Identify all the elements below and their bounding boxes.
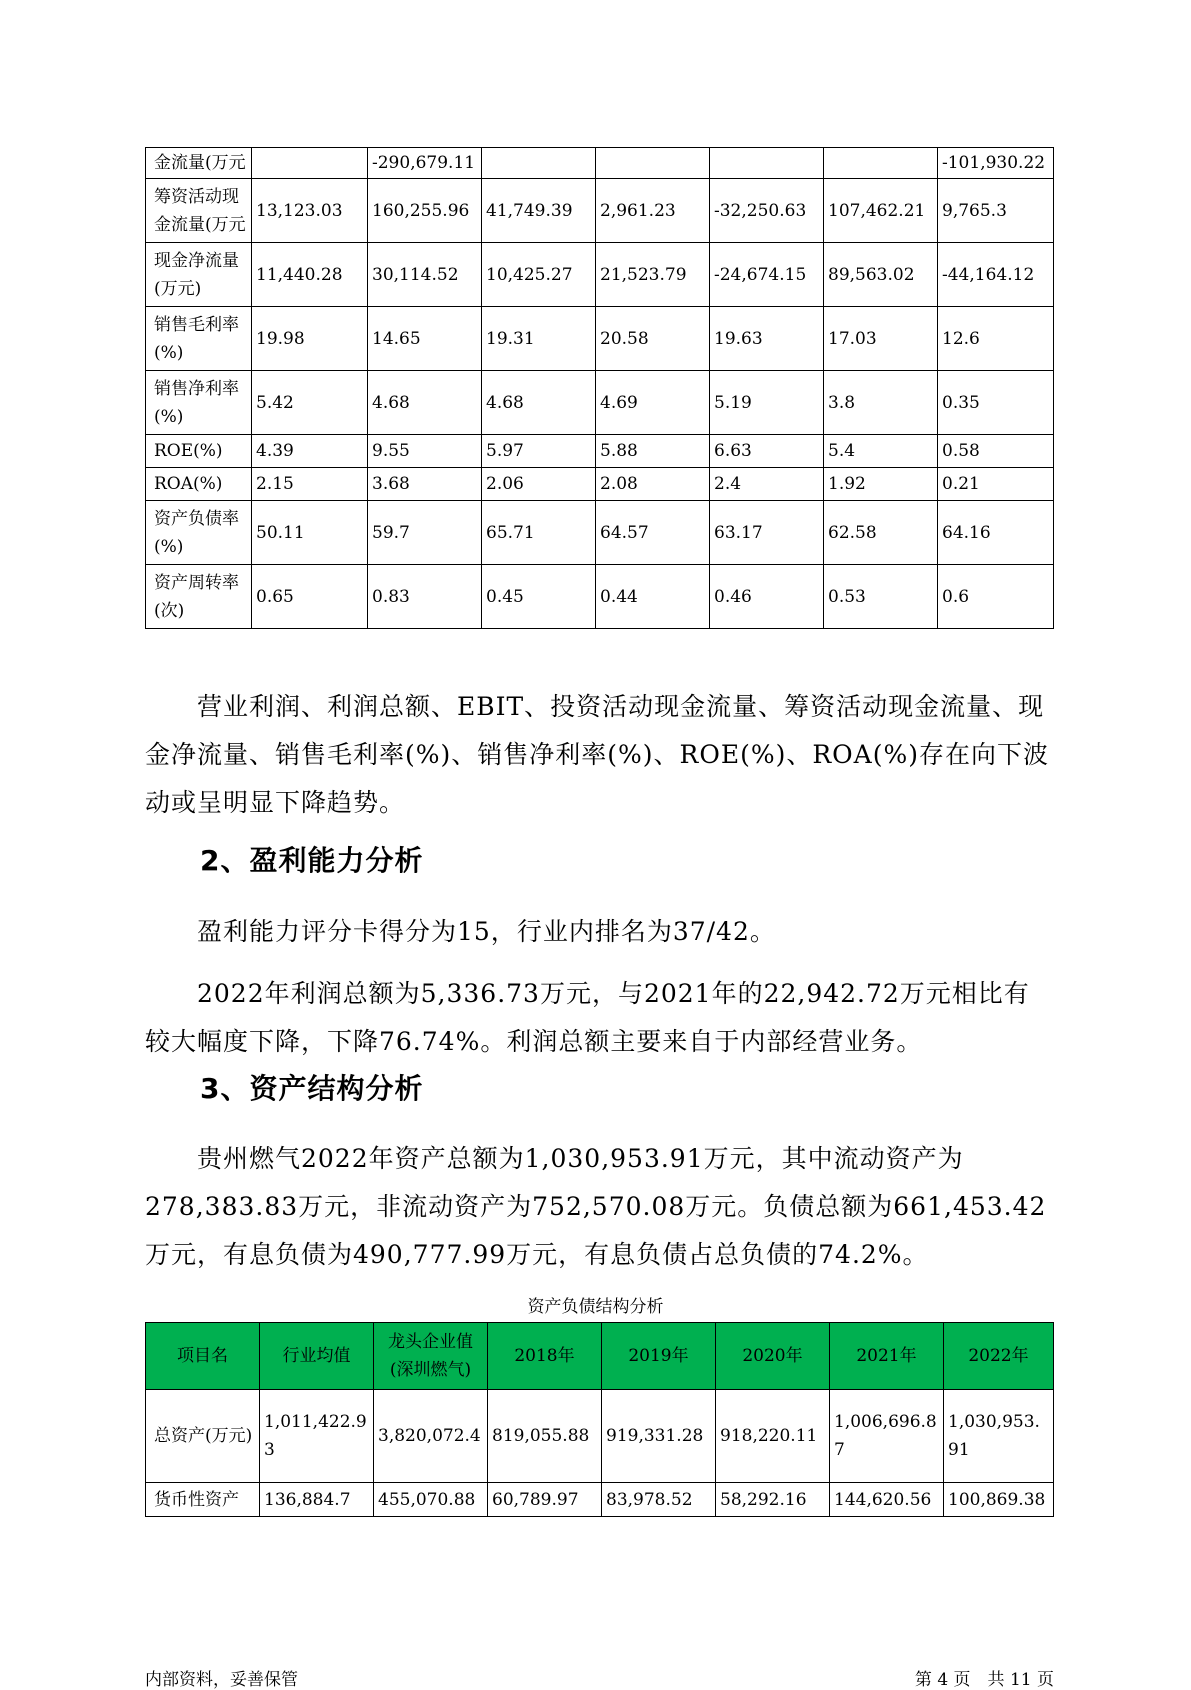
value-cell: 136,884.7: [260, 1483, 374, 1517]
table-row: [146, 148, 1054, 179]
value-cell: 62.58: [824, 501, 938, 565]
value-cell: 1.92: [824, 468, 938, 501]
table-row: [146, 1483, 1054, 1517]
value-cell: 19.98: [252, 307, 368, 371]
value-cell: 1,011,422.93: [260, 1390, 374, 1483]
profit-total-paragraph: 2022年利润总额为5,336.73万元，与2021年的22,942.72万元相比有较大幅度下降，下降76.74%。利润总额主要来自于内部经营业务。: [145, 979, 1030, 1056]
row-label-cell: 销售净利率(%): [146, 371, 252, 435]
row-label-cell: 货币性资产: [146, 1483, 260, 1517]
value-cell: 144,620.56: [830, 1483, 944, 1517]
value-cell: 918,220.11: [716, 1390, 830, 1483]
value-cell: 1,030,953.91: [944, 1390, 1054, 1483]
value-cell: 2.08: [596, 468, 710, 501]
value-cell: 10,425.27: [482, 243, 596, 307]
row-label-cell: 销售毛利率(%): [146, 307, 252, 371]
column-header: 2022年: [944, 1323, 1054, 1390]
value-cell: 919,331.28: [602, 1390, 716, 1483]
table-row: [146, 468, 1054, 501]
value-cell: [824, 148, 938, 179]
value-cell: 11,440.28: [252, 243, 368, 307]
value-cell: 30,114.52: [368, 243, 482, 307]
row-label-cell: ROE(%): [146, 435, 252, 468]
column-header: 2019年: [602, 1323, 716, 1390]
value-cell: [596, 148, 710, 179]
profitability-score-paragraph: 盈利能力评分卡得分为15，行业内排名为37/42。: [197, 917, 776, 946]
value-cell: 0.6: [938, 565, 1054, 629]
asset-structure-paragraph: 贵州燃气2022年资产总额为1,030,953.91万元，其中流动资产为278,383.83万元，非流动资产为752,570.08万元。负债总额为661,453.42万元，有息负债为490,777.99万元，有息负债占总负债的74.2%。: [145, 1144, 1047, 1269]
column-header: 项目名: [146, 1323, 260, 1390]
value-cell: [482, 148, 596, 179]
value-cell: 1,006,696.87: [830, 1390, 944, 1483]
value-cell: 58,292.16: [716, 1483, 830, 1517]
value-cell: 0.83: [368, 565, 482, 629]
row-label-cell: ROA(%): [146, 468, 252, 501]
value-cell: 60,789.97: [488, 1483, 602, 1517]
column-header: 行业均值: [260, 1323, 374, 1390]
asset-liability-structure-table: [145, 1322, 1054, 1517]
value-cell: 0.21: [938, 468, 1054, 501]
footer-confidential-note: 内部资料，妥善保管: [145, 1670, 298, 1690]
table-row: [146, 179, 1054, 243]
value-cell: 0.58: [938, 435, 1054, 468]
value-cell: 2,961.23: [596, 179, 710, 243]
table-row: [146, 243, 1054, 307]
value-cell: [710, 148, 824, 179]
row-label-cell: 资产负债率(%): [146, 501, 252, 565]
value-cell: 0.45: [482, 565, 596, 629]
section-heading-profitability: 2、盈利能力分析: [200, 844, 424, 877]
row-label-cell: 资产周转率(次): [146, 565, 252, 629]
table-row: [146, 1390, 1054, 1483]
table-row: [146, 565, 1054, 629]
column-header: 2020年: [716, 1323, 830, 1390]
financial-indicators-table: [145, 147, 1054, 629]
footer-page-number: 第 4 页 共 11 页: [914, 1670, 1054, 1690]
value-cell: 3.8: [824, 371, 938, 435]
value-cell: -44,164.12: [938, 243, 1054, 307]
value-cell: 3.68: [368, 468, 482, 501]
value-cell: 5.19: [710, 371, 824, 435]
value-cell: 64.16: [938, 501, 1054, 565]
value-cell: 20.58: [596, 307, 710, 371]
trend-paragraph: 营业利润、利润总额、EBIT、投资活动现金流量、筹资活动现金流量、现金净流量、销售毛利率(%)、销售净利率(%)、ROE(%)、ROA(%)存在向下波动或呈明显下降趋势。: [145, 692, 1049, 817]
value-cell: 3,820,072.4: [374, 1390, 488, 1483]
value-cell: 0.44: [596, 565, 710, 629]
column-header: 2021年: [830, 1323, 944, 1390]
table-row: [146, 307, 1054, 371]
value-cell: 4.68: [368, 371, 482, 435]
value-cell: 5.4: [824, 435, 938, 468]
section-heading-asset-structure: 3、资产结构分析: [200, 1072, 424, 1105]
value-cell: 64.57: [596, 501, 710, 565]
value-cell: 50.11: [252, 501, 368, 565]
value-cell: 2.06: [482, 468, 596, 501]
value-cell: 160,255.96: [368, 179, 482, 243]
value-cell: 819,055.88: [488, 1390, 602, 1483]
value-cell: 41,749.39: [482, 179, 596, 243]
table-row: [146, 435, 1054, 468]
value-cell: 12.6: [938, 307, 1054, 371]
value-cell: 89,563.02: [824, 243, 938, 307]
column-header: 龙头企业值(深圳燃气): [374, 1323, 488, 1390]
value-cell: 83,978.52: [602, 1483, 716, 1517]
value-cell: 65.71: [482, 501, 596, 565]
value-cell: 17.03: [824, 307, 938, 371]
value-cell: 6.63: [710, 435, 824, 468]
value-cell: 9.55: [368, 435, 482, 468]
column-header: 2018年: [488, 1323, 602, 1390]
value-cell: 0.35: [938, 371, 1054, 435]
value-cell: 4.69: [596, 371, 710, 435]
value-cell: 107,462.21: [824, 179, 938, 243]
value-cell: 5.88: [596, 435, 710, 468]
value-cell: 455,070.88: [374, 1483, 488, 1517]
value-cell: -290,679.11: [368, 148, 482, 179]
value-cell: 14.65: [368, 307, 482, 371]
row-label-cell: 现金净流量(万元): [146, 243, 252, 307]
value-cell: 2.15: [252, 468, 368, 501]
value-cell: 4.39: [252, 435, 368, 468]
table-caption: 资产负债结构分析: [527, 1297, 664, 1317]
value-cell: 19.31: [482, 307, 596, 371]
value-cell: 59.7: [368, 501, 482, 565]
value-cell: 0.46: [710, 565, 824, 629]
value-cell: 19.63: [710, 307, 824, 371]
row-label-cell: 筹资活动现金流量(万元: [146, 179, 252, 243]
value-cell: -24,674.15: [710, 243, 824, 307]
value-cell: 21,523.79: [596, 243, 710, 307]
value-cell: [252, 148, 368, 179]
table-row: [146, 371, 1054, 435]
value-cell: 2.4: [710, 468, 824, 501]
value-cell: 0.53: [824, 565, 938, 629]
row-label-cell: 总资产(万元): [146, 1390, 260, 1483]
value-cell: 13,123.03: [252, 179, 368, 243]
value-cell: 4.68: [482, 371, 596, 435]
value-cell: -32,250.63: [710, 179, 824, 243]
value-cell: 63.17: [710, 501, 824, 565]
value-cell: 9,765.3: [938, 179, 1054, 243]
table-row: [146, 501, 1054, 565]
value-cell: 5.97: [482, 435, 596, 468]
value-cell: 100,869.38: [944, 1483, 1054, 1517]
value-cell: -101,930.22: [938, 148, 1054, 179]
value-cell: 0.65: [252, 565, 368, 629]
value-cell: 5.42: [252, 371, 368, 435]
row-label-cell: 金流量(万元: [146, 148, 252, 179]
